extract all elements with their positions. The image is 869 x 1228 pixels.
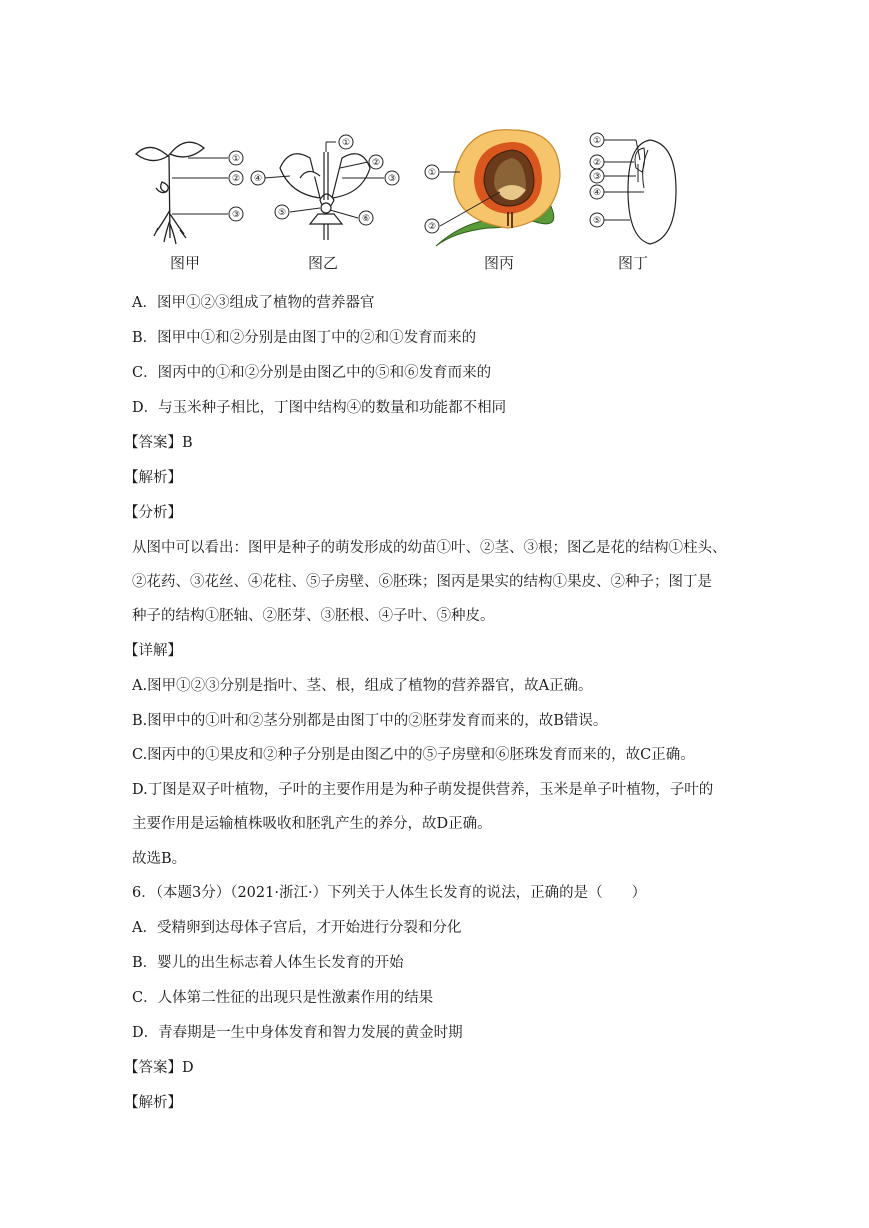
seed-drawing — [588, 128, 688, 248]
q5-detail-line: 主要作用是运输植株吸收和胚乳产生的养分，故D正确。 — [132, 816, 492, 832]
marker-1: ① — [592, 136, 602, 146]
figure-caption-yi: 图乙 — [308, 254, 339, 272]
q5-fenxi-line: 种子的结构①胚轴、②胚芽、③胚根、④子叶、⑤种皮。 — [132, 608, 495, 624]
figure-caption-bing: 图丙 — [484, 254, 515, 272]
q5-option-b: B．图甲中①和②分别是由图丁中的②和①发育而来的 — [132, 330, 477, 346]
marker-5: ⑤ — [592, 216, 602, 226]
q6-stem: 6．（本题3分）（2021·浙江·）下列关于人体生长发育的说法，正确的是（ ） — [132, 885, 647, 901]
q5-fenxi-line: 从图中可以看出：图甲是种子的萌发形成的幼苗①叶、②茎、③根；图乙是花的结构①柱头、 — [132, 540, 727, 556]
marker-3: ③ — [231, 210, 241, 220]
figure-ding — [588, 128, 688, 278]
q5-answer: 【答案】B — [124, 435, 193, 451]
flower-drawing — [250, 128, 400, 248]
q6-answer: 【答案】D — [124, 1060, 194, 1076]
q6-option-c: C．人体第二性征的出现只是性激素作用的结果 — [132, 990, 434, 1006]
seedling-drawing — [128, 128, 253, 248]
marker-4: ④ — [592, 188, 602, 198]
figure-jia — [128, 128, 253, 278]
q5-option-c: C．图丙中的①和②分别是由图乙中的⑤和⑥发育而来的 — [132, 365, 492, 381]
marker-1: ① — [341, 138, 351, 148]
q5-detail-line: C.图丙中的①果皮和②种子分别是由图乙中的⑤子房壁和⑥胚珠发育而来的，故C正确。 — [132, 747, 695, 763]
q5-detail-line: A.图甲①②③分别是指叶、茎、根，组成了植物的营养器官，故A正确。 — [132, 678, 593, 694]
marker-6: ⑥ — [361, 214, 371, 224]
marker-4: ④ — [253, 174, 263, 184]
q5-fenxi-line: ②花药、③花丝、④花柱、⑤子房壁、⑥胚珠；图丙是果实的结构①果皮、②种子；图丁是 — [132, 574, 712, 590]
figure-caption-ding: 图丁 — [618, 254, 649, 272]
fruit-drawing — [418, 128, 568, 252]
q5-detail-line: B.图甲中的①叶和②茎分别都是由图丁中的②胚芽发育而来的，故B错误。 — [132, 713, 608, 729]
q6-analysis-heading: 【解析】 — [124, 1095, 182, 1111]
q5-analysis-heading: 【解析】 — [124, 470, 182, 486]
figure-row — [128, 128, 748, 278]
q6-option-a: A．受精卵到达母体子宫后，才开始进行分裂和分化 — [132, 920, 462, 936]
marker-1: ① — [231, 154, 241, 164]
marker-1: ① — [427, 168, 437, 178]
figure-caption-jia: 图甲 — [170, 254, 201, 272]
q5-option-a: A．图甲①②③组成了植物的营养器官 — [132, 295, 375, 311]
q5-detail-heading: 【详解】 — [124, 643, 182, 659]
marker-2: ② — [592, 158, 602, 168]
q5-detail-line: D.丁图是双子叶植物，子叶的主要作用是为种子萌发提供营养，玉米是单子叶植物，子叶的 — [132, 782, 714, 798]
q6-option-b: B．婴儿的出生标志着人体生长发育的开始 — [132, 955, 404, 971]
marker-3: ③ — [387, 174, 397, 184]
q5-option-d: D．与玉米种子相比，丁图中结构④的数量和功能都不相同 — [132, 400, 507, 416]
marker-2: ② — [371, 158, 381, 168]
marker-5: ⑤ — [277, 208, 287, 218]
marker-2: ② — [427, 222, 437, 232]
figure-bing — [418, 128, 568, 278]
figure-yi — [250, 128, 400, 278]
q6-option-d: D．青春期是一生中身体发育和智力发展的黄金时期 — [132, 1025, 463, 1041]
q5-fenxi-heading: 【分析】 — [124, 505, 182, 521]
q5-conclusion: 故选B。 — [132, 851, 187, 867]
marker-2: ② — [231, 174, 241, 184]
marker-3: ③ — [592, 172, 602, 182]
